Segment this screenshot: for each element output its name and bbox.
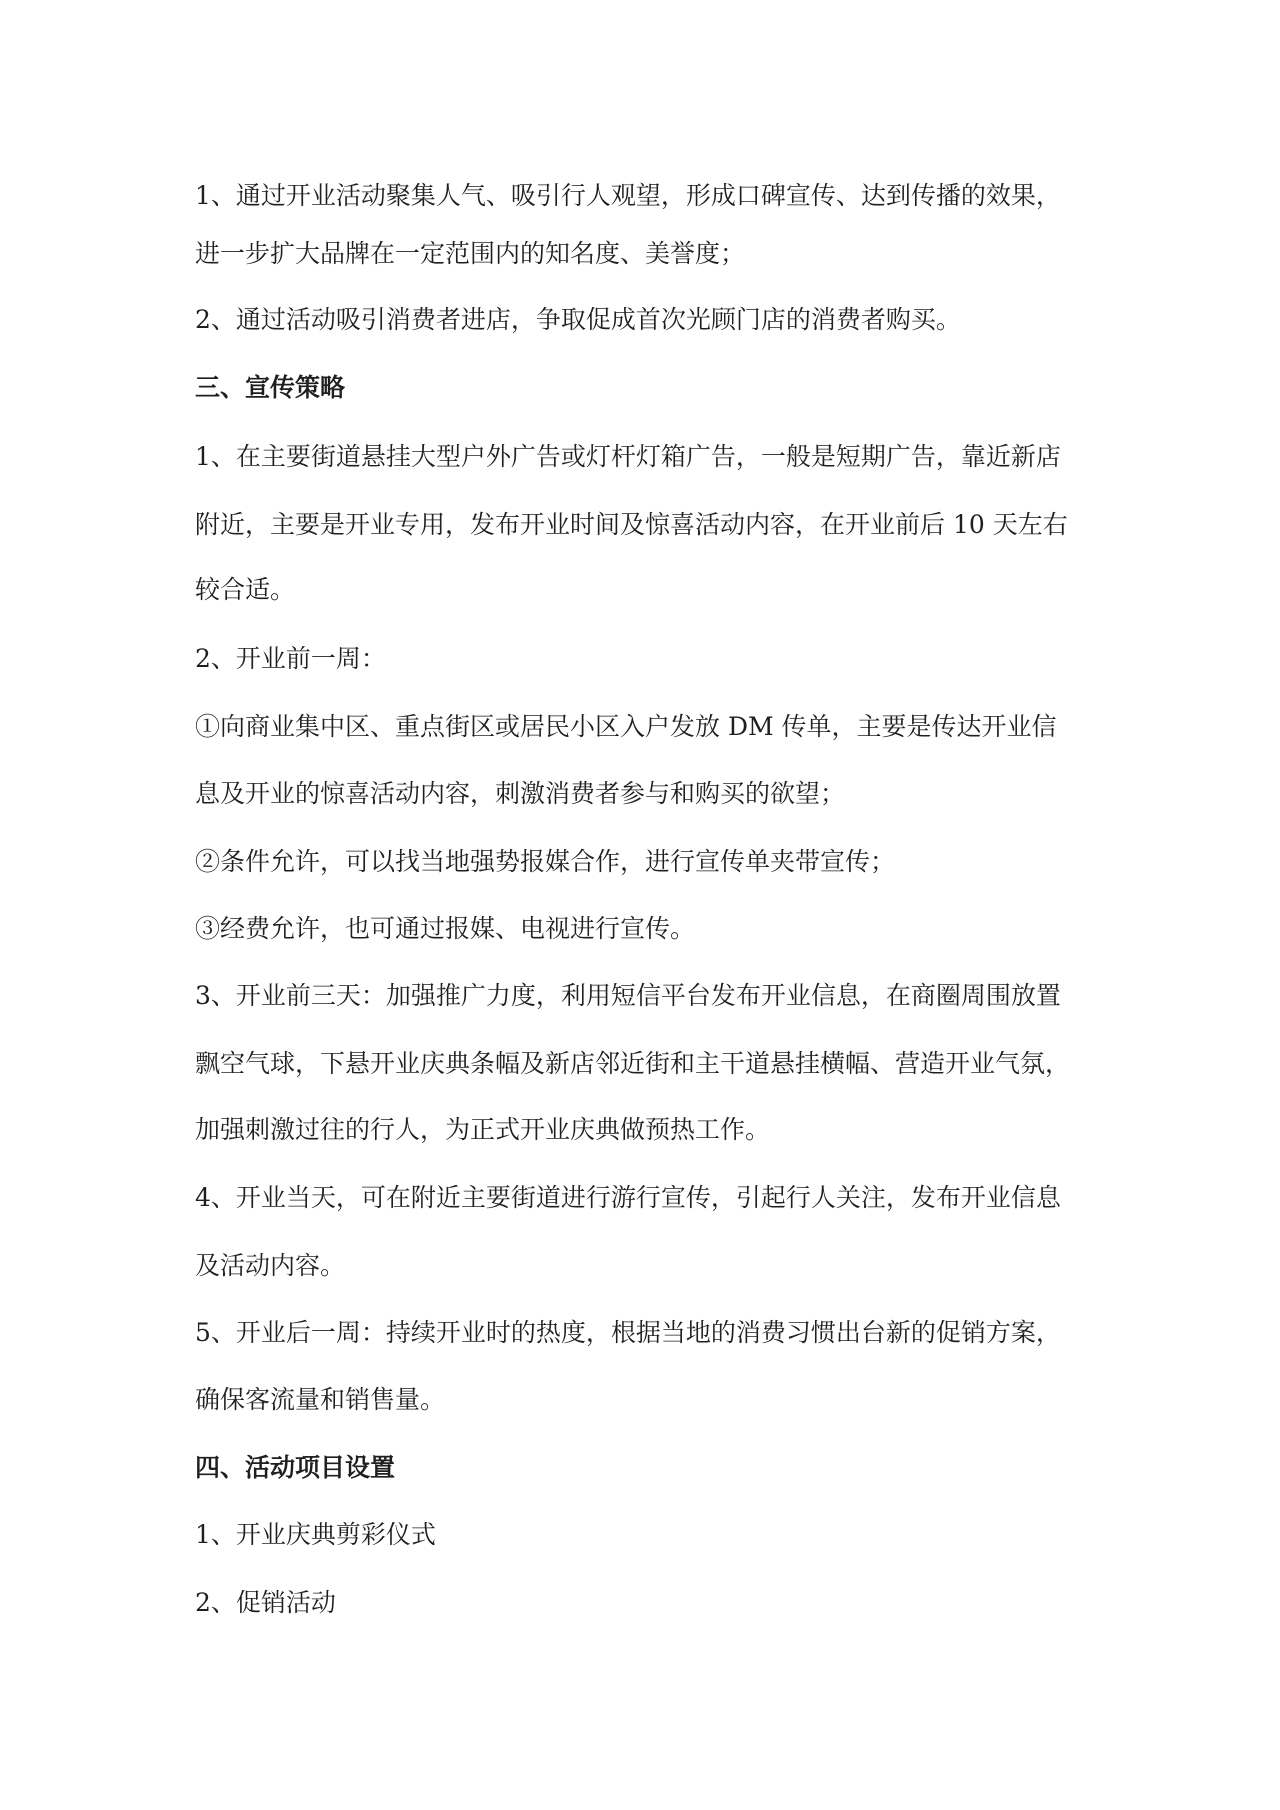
- paragraph-line: 飘空气球，下悬开业庆典条幅及新店邻近街和主干道悬挂横幅、营造开业气氛，: [195, 1049, 1071, 1078]
- paragraph-line: 1、在主要街道悬挂大型户外广告或灯杆灯箱广告，一般是短期广告，靠近新店: [195, 442, 1061, 471]
- section-heading: 四、活动项目设置: [195, 1453, 396, 1482]
- paragraph-line: 3、开业前三天：加强推广力度，利用短信平台发布开业信息，在商圈周围放置: [195, 981, 1061, 1010]
- section-heading: 三、宣传策略: [195, 373, 346, 402]
- paragraph-line: 进一步扩大品牌在一定范围内的知名度、美誉度；: [195, 239, 746, 268]
- paragraph-line: 2、促销活动: [195, 1588, 336, 1617]
- paragraph-line: ①向商业集中区、重点街区或居民小区入户发放 DM 传单，主要是传达开业信: [195, 712, 1057, 741]
- paragraph-line: 5、开业后一周：持续开业时的热度，根据当地的消费习惯出台新的促销方案，: [195, 1318, 1061, 1347]
- paragraph-line: 2、通过活动吸引消费者进店，争取促成首次光顾门店的消费者购买。: [195, 305, 961, 334]
- paragraph-line: ③经费允许，也可通过报媒、电视进行宣传。: [195, 914, 696, 943]
- paragraph-line: 及活动内容。: [195, 1251, 346, 1280]
- paragraph-line: 确保客流量和销售量。: [195, 1385, 446, 1414]
- paragraph-line: 2、开业前一周：: [195, 644, 386, 673]
- paragraph-line: 4、开业当天，可在附近主要街道进行游行宣传，引起行人关注，发布开业信息: [195, 1183, 1061, 1212]
- paragraph-line: 加强刺激过往的行人，为正式开业庆典做预热工作。: [195, 1115, 771, 1144]
- paragraph-line: 附近，主要是开业专用，发布开业时间及惊喜活动内容，在开业前后 10 天左右: [195, 510, 1068, 539]
- paragraph-line: 息及开业的惊喜活动内容，刺激消费者参与和购买的欲望；: [195, 779, 846, 808]
- paragraph-line: 1、开业庆典剪彩仪式: [195, 1520, 436, 1549]
- paragraph-line: 较合适。: [195, 575, 296, 604]
- paragraph-line: 1、通过开业活动聚集人气、吸引行人观望，形成口碑宣传、达到传播的效果，: [195, 181, 1061, 210]
- paragraph-line: ②条件允许，可以找当地强势报媒合作，进行宣传单夹带宣传；: [195, 847, 896, 876]
